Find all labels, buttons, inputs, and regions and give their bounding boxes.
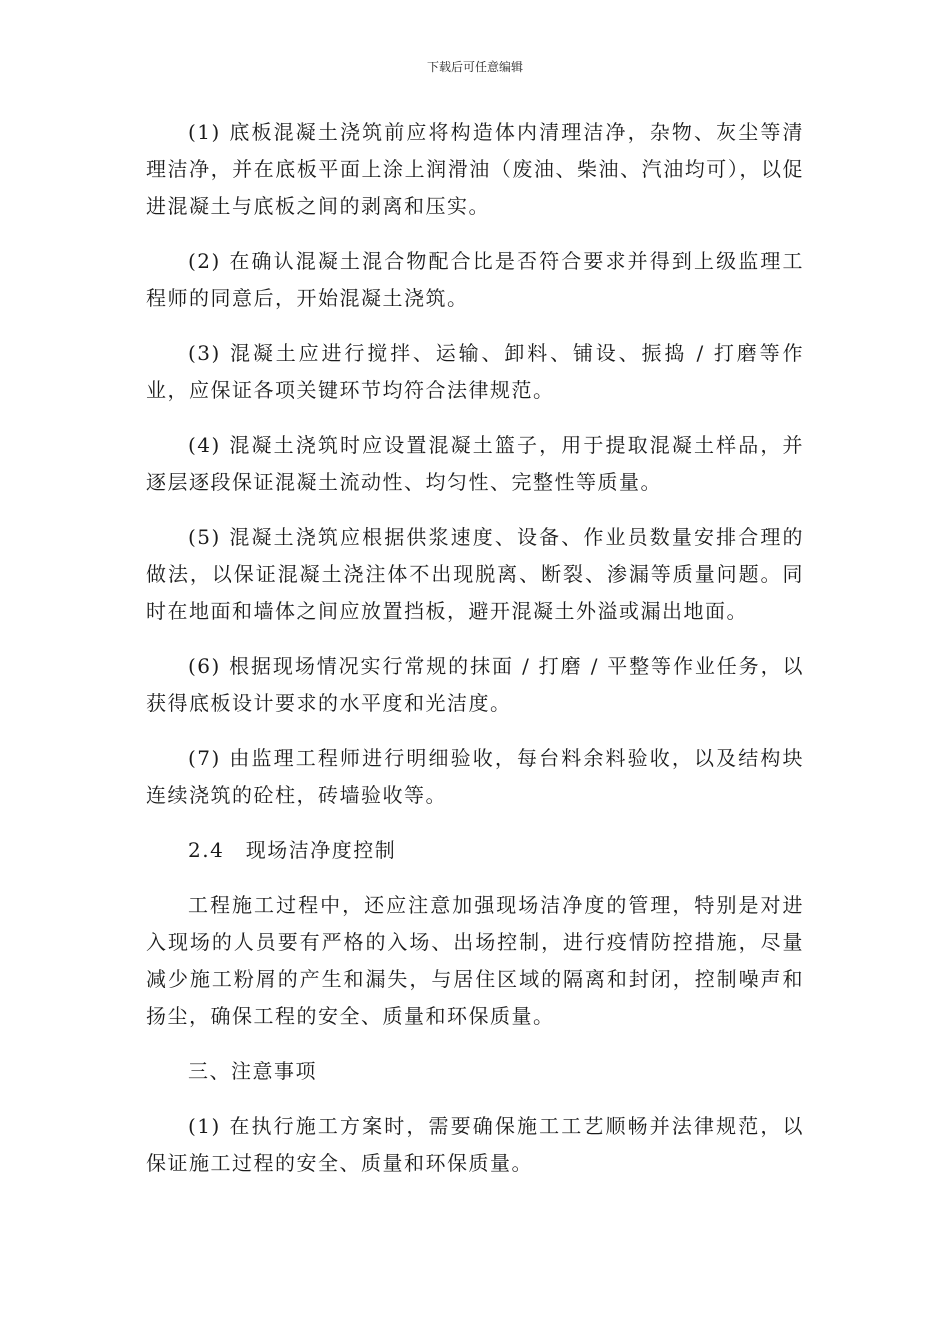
- paragraph-site-cleanliness: 工程施工过程中，还应注意加强现场洁净度的管理，特别是对进入现场的人员要有严格的入场、出场控制，进行疫情防控措施，尽量减少施工粉屑的产生和漏失，与居住区域的隔离和封闭，控制噪声和扬尘，确保工程的安全、质量和环保质量。: [146, 893, 804, 1028]
- paragraph-step-4: (4) 混凝土浇筑时应设置混凝土篮子，用于提取混凝土样品，并逐层逐段保证混凝土流动性、均匀性、完整性等质量。: [146, 433, 804, 494]
- section-heading-2-4: 2.4 现场洁净度控制: [188, 838, 397, 862]
- paragraph-step-5: (5) 混凝土浇筑应根据供浆速度、设备、作业员数量安排合理的做法，以保证混凝土浇注体不出现脱离、断裂、渗漏等质量问题。同时在地面和墙体之间应放置挡板，避开混凝土外溢或漏出地面。: [146, 525, 804, 623]
- document-body: [146, 114, 804, 1200]
- paragraph-step-2: (2) 在确认混凝土混合物配合比是否符合要求并得到上级监理工程师的同意后，开始混凝土浇筑。: [146, 249, 804, 310]
- paragraph-step-7: (7) 由监理工程师进行明细验收，每台料余料验收，以及结构块连续浇筑的砼柱，砖墙验收等。: [146, 746, 804, 807]
- section-heading-notes: 三、注意事项: [188, 1059, 317, 1083]
- page-header-note: 下载后可任意编辑: [426, 60, 523, 74]
- paragraph-step-1: (1) 底板混凝土浇筑前应将构造体内清理洁净，杂物、灰尘等清理洁净，并在底板平面上涂上润滑油（废油、柴油、汽油均可），以促进混凝土与底板之间的剥离和压实。: [146, 120, 804, 218]
- paragraph-step-6: (6) 根据现场情况实行常规的抹面 / 打磨 / 平整等作业任务，以获得底板设计要求的水平度和光洁度。: [146, 654, 804, 715]
- paragraph-note-1: (1) 在执行施工方案时，需要确保施工工艺顺畅并法律规范，以保证施工过程的安全、质量和环保质量。: [146, 1114, 804, 1175]
- paragraph-step-3: (3) 混凝土应进行搅拌、运输、卸料、铺设、振捣 / 打磨等作业，应保证各项关键环节均符合法律规范。: [146, 341, 804, 402]
